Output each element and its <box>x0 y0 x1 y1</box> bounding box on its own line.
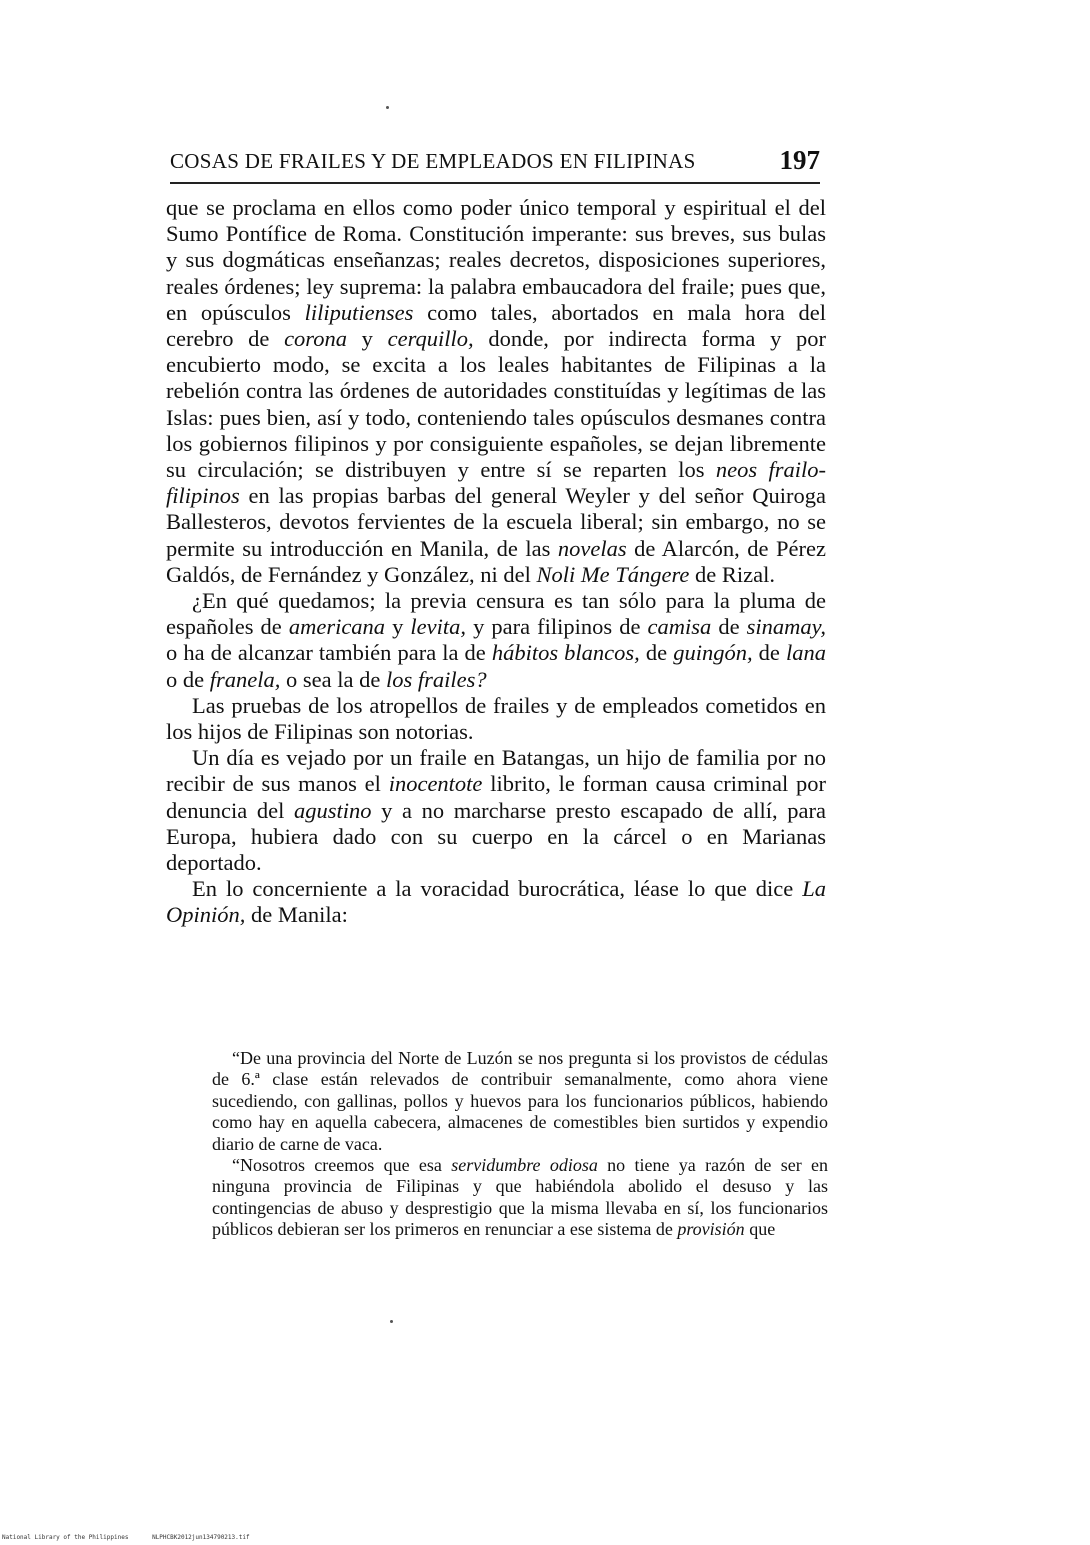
italic-text: liliputienses <box>304 299 414 325</box>
body-paragraph <box>166 876 826 928</box>
text-run: y <box>346 326 388 352</box>
scan-speck <box>390 1320 393 1323</box>
italic-text: neos frailo-filipinos <box>166 457 826 509</box>
text-run: librito, le forman causa criminal por denuncia del <box>166 771 826 823</box>
quote-paragraph <box>212 1155 828 1241</box>
italic-text: levita, <box>410 614 467 640</box>
italic-text: franela, <box>209 666 281 692</box>
text-run: Las pruebas de los atropellos de frailes y de empleados cometidos en los hijos de Filipinas son notorias. <box>166 692 826 745</box>
body-paragraph <box>166 745 826 876</box>
italic-text: americana <box>288 614 386 640</box>
text-run: en las propias barbas del general Weyler y del señor Quiroga Ballesteros, devotos fervientes de la escuela liberal; sin embargo, no se permite su introducción en Manila, de las <box>166 483 826 561</box>
italic-text: los frailes? <box>385 666 487 692</box>
running-title: COSAS DE FRAILES Y DE EMPLEADOS EN FILIPINAS <box>170 149 696 173</box>
italic-text: provisión <box>677 1219 745 1240</box>
text-run: donde, por indirecta forma y por encubierto modo, se excita a los leales habitantes de Filipinas a la rebelión contra las órdenes de autoridades constituídas y legítimas de las Islas: pues bien, así y todo, conteniendo tales opúsculos desmanes contra los gobiernos filipinos y por consiguiente españoles, se dejan libremente su circulación; se distribuyen y entre sí se reparten los <box>166 326 827 483</box>
text-run: “De una provincia del Norte de Luzón se nos pregunta si los provistos de cédulas de 6.ª clase están relevados de contribuir semanalmente, como ahora viene sucediendo, con gallinas, pollos y huevos para los funcionarios públicos, habiendo como hay en aquella cabecera, almacenes de comestibles bien surtidos y expendio diario de carne de vaca. <box>212 1048 828 1154</box>
scan-footer <box>2 1534 602 1541</box>
text-run: no tiene ya razón de ser en ninguna provincia de Filipinas y que habiéndola abolido el desuso y las contingencias de abuso y desprestigio que la misma llevaba en sí, los funcionarios públicos debieran ser los primeros en renunciar a ese sistema de <box>212 1155 828 1240</box>
text-run: que <box>744 1219 776 1240</box>
text-run: como tales, abortados en mala hora del cerebro de <box>166 299 826 352</box>
text-run: y <box>385 614 411 640</box>
italic-text: sinamay, <box>746 614 826 640</box>
text-run: o ha de alcanzar también para la de <box>166 640 492 666</box>
page-number: 197 <box>779 145 820 175</box>
text-run: y para filipinos de <box>466 614 648 640</box>
text-run: de Manila: <box>245 902 348 928</box>
text-run: En lo concerniente a la voracidad burocrática, léase lo que dice <box>192 876 803 902</box>
block-quote <box>212 1048 828 1241</box>
text-run: o sea la de <box>280 666 386 692</box>
italic-text: novelas <box>557 535 627 561</box>
text-run: de Alarcón, de Pérez Galdós, de Fernández y González, ni del <box>166 535 826 587</box>
italic-text: agustino <box>293 797 372 823</box>
text-run: de <box>639 640 674 666</box>
text-run: de <box>752 640 786 666</box>
text-run: o de <box>166 666 210 692</box>
body-text <box>166 195 826 929</box>
italic-text: La Opinión, <box>166 876 826 928</box>
italic-text: camisa <box>647 614 712 640</box>
italic-text: servidumbre odiosa <box>451 1155 598 1176</box>
text-run: de <box>711 614 747 640</box>
body-paragraph <box>166 588 826 693</box>
scan-speck <box>386 106 389 109</box>
italic-text: inocentote <box>388 771 483 797</box>
text-run: “Nosotros creemos que esa <box>232 1155 452 1176</box>
page-header <box>170 145 820 181</box>
text-run: y a no marcharse presto escapado de allí, para Europa, hubiera dado con su cuerpo en la cárcel o en Marianas deportado. <box>166 797 827 876</box>
text-run: que se proclama en ellos como poder único temporal y espiritual el del Sumo Pontífice de Roma. Constitución imperante: sus breves, sus bulas y sus dogmáticas enseñanzas; reales decretos, disposiciones superiores, reales órdenes; ley suprema: la palabra embaucadora del fraile; pues que, en opúsculos <box>166 195 826 325</box>
italic-text: hábitos blancos, <box>491 640 640 666</box>
quote-paragraph <box>212 1048 828 1155</box>
italic-text: corona <box>284 326 347 352</box>
body-paragraph <box>166 693 826 745</box>
italic-text: guingón, <box>673 640 753 666</box>
italic-text: Noli Me Tángere <box>536 561 690 587</box>
body-paragraph <box>166 195 826 588</box>
italic-text: cerquillo, <box>387 326 474 352</box>
footer-library: National Library of the Philippines <box>2 1534 129 1541</box>
footer-filename: NLPHCBK2012jun134790213.tif <box>152 1534 250 1541</box>
italic-text: lana <box>785 640 826 666</box>
text-run: ¿En qué quedamos; la previa censura es tan sólo para la pluma de españoles de <box>166 588 826 640</box>
header-rule <box>170 182 820 184</box>
text-run: de Rizal. <box>689 561 776 587</box>
text-run: Un día es vejado por un fraile en Batangas, un hijo de familia por no recibir de sus manos el <box>166 745 826 797</box>
